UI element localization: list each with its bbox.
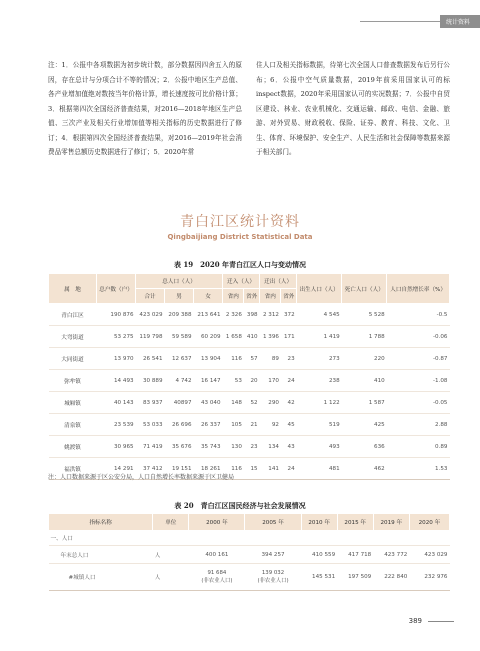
area-name: 大同街道 bbox=[49, 348, 97, 370]
indicator-name: 年末总人口 bbox=[49, 546, 153, 564]
table-cell: -0.06 bbox=[387, 326, 450, 348]
table-cell: 209 388 bbox=[165, 304, 194, 326]
table-cell: 410 bbox=[342, 370, 387, 392]
header-total: 合计 bbox=[136, 289, 165, 304]
table-cell: 116 bbox=[223, 348, 244, 370]
table-cell: -0.87 bbox=[387, 348, 450, 370]
page-number-rule bbox=[428, 621, 454, 622]
table19-caption: 表 19 2020 年青白江区人口与变动情况 bbox=[173, 260, 307, 269]
header-2005: 2005 年 bbox=[245, 514, 301, 531]
table-cell: 13 970 bbox=[97, 348, 136, 370]
table-cell: 37 412 bbox=[136, 458, 165, 480]
table-cell: 21 bbox=[244, 414, 260, 436]
table-cell: 238 bbox=[297, 370, 342, 392]
table-cell: 23 bbox=[244, 436, 260, 458]
header-area: 属 地 bbox=[49, 274, 97, 304]
table-cell: 2.88 bbox=[387, 414, 450, 436]
value-2010: 410 559 bbox=[301, 546, 337, 564]
value-2015: 197 509 bbox=[337, 564, 373, 591]
table-cell: 12 637 bbox=[165, 348, 194, 370]
table-cell: 57 bbox=[244, 348, 260, 370]
header-in-province: 省内 bbox=[223, 289, 244, 304]
header-2019: 2019 年 bbox=[373, 514, 409, 531]
area-name: 福洪镇 bbox=[49, 458, 97, 480]
table-cell: 71 419 bbox=[136, 436, 165, 458]
area-name: 青白江区 bbox=[49, 304, 97, 326]
table-row bbox=[49, 304, 450, 326]
value-2020: 232 976 bbox=[409, 564, 449, 591]
header-out-in-province: 省内 bbox=[260, 289, 281, 304]
table-cell: 1 587 bbox=[342, 392, 387, 414]
table-row bbox=[49, 414, 450, 436]
area-name: 清泉镇 bbox=[49, 414, 97, 436]
header-in: 迁入（人） bbox=[223, 274, 260, 289]
table-cell: 171 bbox=[281, 326, 297, 348]
economy-table bbox=[48, 513, 450, 591]
notes-column-1: 注：1．公报中各项数据为初步统计数，部分数据因四舍五入的原因，存在总计与分项合计不等的情况；2．公报中地区生产总值、各产业增加值绝对数按当年价格计算，增长速度按可比价格计算；3．根据第四次全国经济普查结果，对2016—2018年地区生产总值、三次产业及相关行业增加值等相关指标的历史数据进行了修订；4．根据第四次全国经济普查结果，对2016—2019年社会消费品零售总额历史数据进行了修订；5．2020年常 bbox=[48, 61, 242, 156]
section-label: 一、人口 bbox=[49, 531, 450, 546]
value-2020: 423 029 bbox=[409, 546, 449, 564]
table-cell: 35 676 bbox=[165, 436, 194, 458]
header-out-out-province: 省外 bbox=[281, 289, 297, 304]
table-cell: 1 396 bbox=[260, 326, 281, 348]
header-in-out-province: 省外 bbox=[244, 289, 260, 304]
table-cell: 83 937 bbox=[136, 392, 165, 414]
page-number-text: 389 bbox=[408, 617, 422, 625]
table-cell: 24 bbox=[281, 458, 297, 480]
value-2015: 417 718 bbox=[337, 546, 373, 564]
table-cell: 481 bbox=[297, 458, 342, 480]
value-2000: 400 161 bbox=[189, 546, 245, 564]
table-cell: 53 bbox=[223, 370, 244, 392]
table19-footnote: 注：人口数据来源于区公安分局，人口自然增长率数据来源于区卫健局 bbox=[48, 474, 235, 481]
table-cell: 2 326 bbox=[223, 304, 244, 326]
value-2005: 139 032 bbox=[261, 570, 285, 576]
table-cell: 636 bbox=[342, 436, 387, 458]
table-cell: 1 419 bbox=[297, 326, 342, 348]
table-row bbox=[49, 326, 450, 348]
area-name: 大弯街道 bbox=[49, 326, 97, 348]
table-cell: 148 bbox=[223, 392, 244, 414]
area-name: 姚渡镇 bbox=[49, 436, 97, 458]
table-cell: 14 493 bbox=[97, 370, 136, 392]
table-cell: 30 889 bbox=[136, 370, 165, 392]
value-2000-cell bbox=[189, 564, 245, 591]
table-cell: 19 151 bbox=[165, 458, 194, 480]
unit-cell: 人 bbox=[153, 546, 189, 564]
header-total-pop: 总人口（人） bbox=[136, 274, 223, 289]
table-row bbox=[49, 370, 450, 392]
running-head-label: 统计资料 bbox=[440, 15, 480, 28]
table-cell: 42 bbox=[281, 392, 297, 414]
unit-cell: 人 bbox=[153, 564, 189, 591]
value-2010: 145 531 bbox=[301, 564, 337, 591]
header-female: 女 bbox=[194, 289, 223, 304]
table-cell: 26 541 bbox=[136, 348, 165, 370]
table-cell: 1 788 bbox=[342, 326, 387, 348]
table-cell: 0.89 bbox=[387, 436, 450, 458]
value-2019: 222 840 bbox=[373, 564, 409, 591]
table-cell: 116 bbox=[223, 458, 244, 480]
section-title-en: Qingbaijiang District Statistical Data bbox=[167, 233, 313, 241]
header-growth: 人口自然增长率（%） bbox=[387, 274, 450, 304]
notes-block bbox=[48, 58, 450, 160]
header-unit: 单位 bbox=[153, 514, 189, 531]
notes-column-2: 住人口及相关指标数据，待第七次全国人口普查数据发布后另行公布；6．公报中空气质量数据，2019年前采用国家认可的标inspect数据，2020年采用国家认可的实况数据；7．公报中自贸区建设、林业、农业机械化、交通运输、邮政、电信、金融、旅游、对外贸易、财政税收、保险、证券、教育、科技、文化、卫生、体育、环境保护、安全生产、人民生活和社会保障等数据来源于相关部门。 bbox=[256, 61, 450, 156]
area-name: 城厢镇 bbox=[49, 392, 97, 414]
table-cell: 23 bbox=[281, 348, 297, 370]
table-cell: 190 876 bbox=[97, 304, 136, 326]
table-cell: 130 bbox=[223, 436, 244, 458]
table-cell: 290 bbox=[260, 392, 281, 414]
table20-caption: 表 20 青白江区国民经济与社会发展情况 bbox=[174, 501, 306, 510]
table-cell: 30 965 bbox=[97, 436, 136, 458]
table-cell: 20 bbox=[244, 370, 260, 392]
table-cell: 134 bbox=[260, 436, 281, 458]
table-cell: 273 bbox=[297, 348, 342, 370]
population-table bbox=[48, 273, 450, 480]
table-cell: -0.05 bbox=[387, 392, 450, 414]
running-head bbox=[360, 14, 480, 29]
page-number bbox=[409, 617, 454, 625]
table-cell: 53 275 bbox=[97, 326, 136, 348]
table-cell: 40897 bbox=[165, 392, 194, 414]
section-title-cn: 青白江区统计资料 bbox=[180, 214, 300, 230]
table-cell: 26 337 bbox=[194, 414, 223, 436]
table-cell: 519 bbox=[297, 414, 342, 436]
table-cell: 410 bbox=[244, 326, 260, 348]
header-indicator: 指标名称 bbox=[49, 514, 153, 531]
table-cell: 1 658 bbox=[223, 326, 244, 348]
table-cell: 423 029 bbox=[136, 304, 165, 326]
table-row bbox=[49, 564, 450, 591]
table-cell: 425 bbox=[342, 414, 387, 436]
table-cell: 89 bbox=[260, 348, 281, 370]
table-cell: 40 143 bbox=[97, 392, 136, 414]
table-cell: 398 bbox=[244, 304, 260, 326]
table-cell: 105 bbox=[223, 414, 244, 436]
header-households: 总户数（户） bbox=[97, 274, 136, 304]
value-2005: 394 257 bbox=[245, 546, 301, 564]
header-births: 出生人口（人） bbox=[297, 274, 342, 304]
value-2005-cell bbox=[245, 564, 301, 591]
table-cell: 16 147 bbox=[194, 370, 223, 392]
header-2015: 2015 年 bbox=[337, 514, 373, 531]
table-cell: 92 bbox=[260, 414, 281, 436]
table-cell: 26 696 bbox=[165, 414, 194, 436]
table-cell: 141 bbox=[260, 458, 281, 480]
value-2019: 423 772 bbox=[373, 546, 409, 564]
header-2010: 2010 年 bbox=[301, 514, 337, 531]
header-male: 男 bbox=[165, 289, 194, 304]
header-2020: 2020 年 bbox=[409, 514, 449, 531]
table-cell: 462 bbox=[342, 458, 387, 480]
value-2000-note: (非农业人口) bbox=[201, 578, 233, 584]
table-cell: 52 bbox=[244, 392, 260, 414]
table-cell: 170 bbox=[260, 370, 281, 392]
running-head-rule bbox=[360, 21, 440, 22]
table-cell: 4 545 bbox=[297, 304, 342, 326]
table-cell: 2 312 bbox=[260, 304, 281, 326]
table-cell: 119 798 bbox=[136, 326, 165, 348]
value-2000: 91 684 bbox=[207, 570, 227, 576]
table-cell: 213 641 bbox=[194, 304, 223, 326]
table-cell: 220 bbox=[342, 348, 387, 370]
table-cell: 372 bbox=[281, 304, 297, 326]
table-cell: -0.5 bbox=[387, 304, 450, 326]
indicator-name: #城镇人口 bbox=[49, 564, 153, 591]
area-name: 弥牟镇 bbox=[49, 370, 97, 392]
table-cell: 43 bbox=[281, 436, 297, 458]
table-row bbox=[49, 392, 450, 414]
section-title bbox=[0, 211, 480, 241]
table-cell: 14 291 bbox=[97, 458, 136, 480]
table-cell: 15 bbox=[244, 458, 260, 480]
table-cell: 35 743 bbox=[194, 436, 223, 458]
table-cell: 5 528 bbox=[342, 304, 387, 326]
table-row bbox=[49, 546, 450, 564]
table-cell: 53 033 bbox=[136, 414, 165, 436]
header-deaths: 死亡人口（人） bbox=[342, 274, 387, 304]
header-out: 迁出（人） bbox=[260, 274, 297, 289]
table-cell: 59 589 bbox=[165, 326, 194, 348]
table-cell: 1 122 bbox=[297, 392, 342, 414]
table-cell: 13 904 bbox=[194, 348, 223, 370]
table-row bbox=[49, 348, 450, 370]
table-row bbox=[49, 436, 450, 458]
population-table-body bbox=[49, 304, 450, 480]
table-cell: 43 040 bbox=[194, 392, 223, 414]
table-cell: 1.53 bbox=[387, 458, 450, 480]
table-cell: 45 bbox=[281, 414, 297, 436]
value-2005-note: (非农业人口) bbox=[257, 578, 289, 584]
table-cell: 23 539 bbox=[97, 414, 136, 436]
table-cell: 24 bbox=[281, 370, 297, 392]
table-cell: 4 742 bbox=[165, 370, 194, 392]
table-cell: 493 bbox=[297, 436, 342, 458]
table-cell: 60 209 bbox=[194, 326, 223, 348]
table-cell: 18 261 bbox=[194, 458, 223, 480]
header-2000: 2000 年 bbox=[189, 514, 245, 531]
table-cell: -1.08 bbox=[387, 370, 450, 392]
